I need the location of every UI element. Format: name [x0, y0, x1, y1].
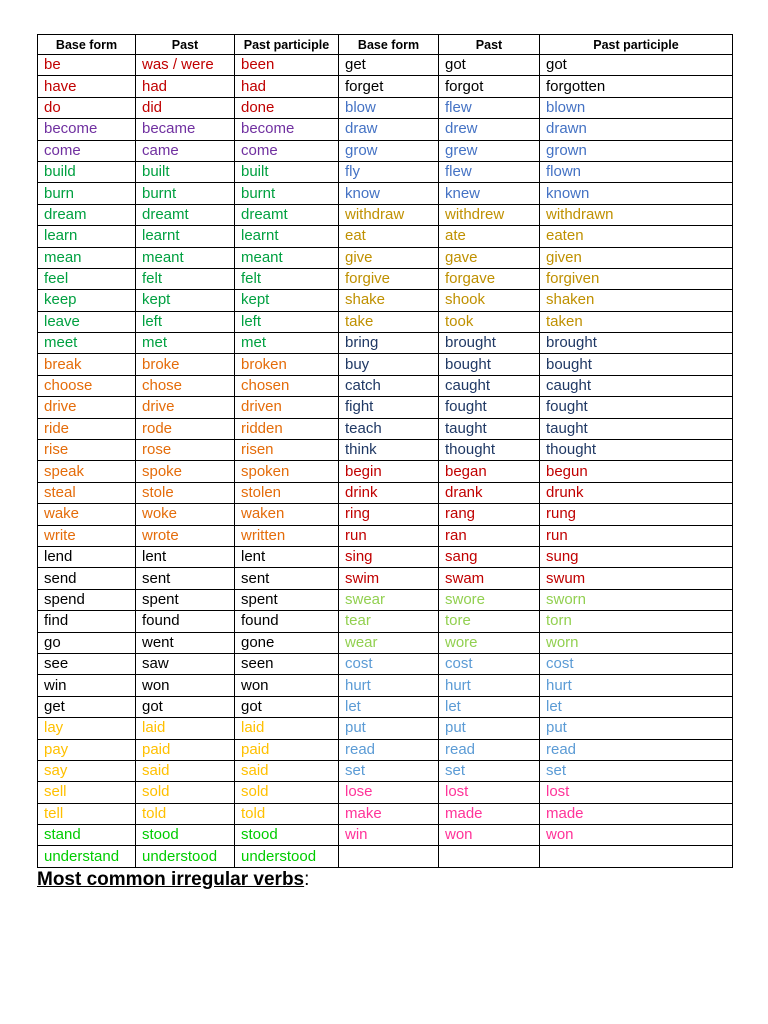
header-past-participle-left: Past participle: [235, 35, 339, 55]
verb-left-past-participle: spoken: [235, 461, 339, 482]
verb-left-base-form: do: [38, 97, 136, 118]
verb-left-past: was / were: [136, 55, 235, 76]
verb-left-base-form: lay: [38, 718, 136, 739]
verb-left-past: got: [136, 696, 235, 717]
verb-right-past: bought: [439, 354, 540, 375]
verb-left-past: rode: [136, 418, 235, 439]
verb-right-base-form: eat: [339, 226, 439, 247]
verb-right-base-form: shake: [339, 290, 439, 311]
verb-left-base-form: tell: [38, 803, 136, 824]
verb-left-past: sold: [136, 782, 235, 803]
verb-right-past: knew: [439, 183, 540, 204]
verb-left-past: dreamt: [136, 204, 235, 225]
verb-left-base-form: say: [38, 760, 136, 781]
verb-right-base-form: run: [339, 525, 439, 546]
verb-right-past: rang: [439, 504, 540, 525]
header-past-left: Past: [136, 35, 235, 55]
verb-left-past: wrote: [136, 525, 235, 546]
verb-right-past: ran: [439, 525, 540, 546]
table-row: [38, 482, 733, 503]
verb-left-past-participle: been: [235, 55, 339, 76]
verb-right-base-form: cost: [339, 653, 439, 674]
verb-right-base-form: swear: [339, 589, 439, 610]
table-row: [38, 632, 733, 653]
table-row: [38, 803, 733, 824]
verb-right-past-participle: let: [540, 696, 733, 717]
verb-right-past-participle: forgotten: [540, 76, 733, 97]
verb-left-past: stole: [136, 482, 235, 503]
verb-left-base-form: see: [38, 653, 136, 674]
verb-left-base-form: mean: [38, 247, 136, 268]
verb-right-past-participle: thought: [540, 440, 733, 461]
verb-right-base-form: give: [339, 247, 439, 268]
verb-left-past-participle: learnt: [235, 226, 339, 247]
verb-right-past-participle: run: [540, 525, 733, 546]
verb-right-past: caught: [439, 375, 540, 396]
table-row: [38, 311, 733, 332]
verb-right-past-participle: taught: [540, 418, 733, 439]
verb-left-past-participle: paid: [235, 739, 339, 760]
verb-left-base-form: pay: [38, 739, 136, 760]
verb-left-past-participle: spent: [235, 589, 339, 610]
verb-left-past-participle: written: [235, 525, 339, 546]
verb-right-base-form: tear: [339, 611, 439, 632]
verb-right-past: ate: [439, 226, 540, 247]
verb-right-past-participle: flown: [540, 161, 733, 182]
verb-left-base-form: rise: [38, 440, 136, 461]
verb-right-base-form: [339, 846, 439, 867]
verb-right-base-form: make: [339, 803, 439, 824]
verb-left-past: became: [136, 119, 235, 140]
table-row: [38, 440, 733, 461]
verb-left-past-participle: lent: [235, 546, 339, 567]
verb-right-past: [439, 846, 540, 867]
verb-right-past-participle: [540, 846, 733, 867]
verb-right-past-participle: fought: [540, 397, 733, 418]
verb-left-past-participle: broken: [235, 354, 339, 375]
verb-right-past: read: [439, 739, 540, 760]
verb-right-base-form: drink: [339, 482, 439, 503]
table-row: [38, 546, 733, 567]
verb-right-past-participle: cost: [540, 653, 733, 674]
verb-left-base-form: speak: [38, 461, 136, 482]
table-row: [38, 333, 733, 354]
table-row: [38, 846, 733, 867]
table-row: [38, 611, 733, 632]
verb-left-past-participle: done: [235, 97, 339, 118]
table-header: [38, 35, 733, 55]
verb-right-past: brought: [439, 333, 540, 354]
verb-left-base-form: come: [38, 140, 136, 161]
header-base-form-right: Base form: [339, 35, 439, 55]
verb-right-past-participle: swum: [540, 568, 733, 589]
table-row: [38, 675, 733, 696]
verb-right-past: thought: [439, 440, 540, 461]
table-row: [38, 589, 733, 610]
verb-right-past-participle: eaten: [540, 226, 733, 247]
verb-left-past-participle: dreamt: [235, 204, 339, 225]
verb-right-past-participle: forgiven: [540, 268, 733, 289]
verb-left-past: drive: [136, 397, 235, 418]
verb-left-past-participle: kept: [235, 290, 339, 311]
verb-right-past-participle: blown: [540, 97, 733, 118]
verb-left-past-participle: risen: [235, 440, 339, 461]
verb-left-past: kept: [136, 290, 235, 311]
verb-right-past-participle: sung: [540, 546, 733, 567]
verb-right-past-participle: read: [540, 739, 733, 760]
verb-left-past: lent: [136, 546, 235, 567]
verb-right-past: flew: [439, 161, 540, 182]
verb-left-past-participle: come: [235, 140, 339, 161]
verb-left-base-form: choose: [38, 375, 136, 396]
verb-right-past: got: [439, 55, 540, 76]
verb-right-base-form: win: [339, 825, 439, 846]
verb-right-past: took: [439, 311, 540, 332]
verb-left-past: found: [136, 611, 235, 632]
verb-left-base-form: get: [38, 696, 136, 717]
verb-left-base-form: spend: [38, 589, 136, 610]
verb-right-past: flew: [439, 97, 540, 118]
verb-right-past: cost: [439, 653, 540, 674]
verb-right-past-participle: bought: [540, 354, 733, 375]
table-row: [38, 55, 733, 76]
verb-left-past-participle: sold: [235, 782, 339, 803]
verb-left-past-participle: understood: [235, 846, 339, 867]
verb-right-past-participle: withdrawn: [540, 204, 733, 225]
verb-right-past: hurt: [439, 675, 540, 696]
verb-left-past: won: [136, 675, 235, 696]
verb-left-past-participle: driven: [235, 397, 339, 418]
verb-right-past: wore: [439, 632, 540, 653]
header-row: [38, 35, 733, 55]
table-row: [38, 718, 733, 739]
verb-left-past-participle: left: [235, 311, 339, 332]
verb-right-past: won: [439, 825, 540, 846]
verb-left-base-form: wake: [38, 504, 136, 525]
verb-right-past-participle: begun: [540, 461, 733, 482]
verb-right-past-participle: drawn: [540, 119, 733, 140]
verb-right-past: grew: [439, 140, 540, 161]
verb-left-past-participle: chosen: [235, 375, 339, 396]
verb-right-past: lost: [439, 782, 540, 803]
verb-right-past: swam: [439, 568, 540, 589]
verb-left-base-form: ride: [38, 418, 136, 439]
verb-right-base-form: buy: [339, 354, 439, 375]
verb-right-past-participle: caught: [540, 375, 733, 396]
verb-left-past: sent: [136, 568, 235, 589]
verb-left-past-participle: met: [235, 333, 339, 354]
verb-right-past: forgot: [439, 76, 540, 97]
table-row: [38, 354, 733, 375]
verb-left-past-participle: said: [235, 760, 339, 781]
table-row: [38, 226, 733, 247]
verb-left-base-form: write: [38, 525, 136, 546]
verb-left-past-participle: laid: [235, 718, 339, 739]
verb-right-past: tore: [439, 611, 540, 632]
verb-left-base-form: keep: [38, 290, 136, 311]
verb-left-base-form: feel: [38, 268, 136, 289]
page-title-colon: :: [304, 869, 310, 890]
verb-right-base-form: hurt: [339, 675, 439, 696]
verb-right-past-participle: shaken: [540, 290, 733, 311]
table-row: [38, 504, 733, 525]
verb-left-base-form: sell: [38, 782, 136, 803]
table-body: [38, 55, 733, 868]
verb-left-base-form: break: [38, 354, 136, 375]
verb-right-past-participle: brought: [540, 333, 733, 354]
verb-left-past: understood: [136, 846, 235, 867]
verb-left-past: paid: [136, 739, 235, 760]
verb-right-base-form: withdraw: [339, 204, 439, 225]
verb-left-past: felt: [136, 268, 235, 289]
verb-right-base-form: forgive: [339, 268, 439, 289]
verb-left-past-participle: built: [235, 161, 339, 182]
verb-left-past: spent: [136, 589, 235, 610]
verb-right-base-form: read: [339, 739, 439, 760]
verb-right-base-form: bring: [339, 333, 439, 354]
table-row: [38, 183, 733, 204]
verb-left-past: told: [136, 803, 235, 824]
verb-left-base-form: go: [38, 632, 136, 653]
verb-right-base-form: swim: [339, 568, 439, 589]
verb-left-base-form: understand: [38, 846, 136, 867]
verb-right-base-form: teach: [339, 418, 439, 439]
verb-left-base-form: drive: [38, 397, 136, 418]
verb-right-base-form: lose: [339, 782, 439, 803]
verb-left-base-form: become: [38, 119, 136, 140]
verb-left-past: rose: [136, 440, 235, 461]
verb-left-past: stood: [136, 825, 235, 846]
verb-left-base-form: build: [38, 161, 136, 182]
table-row: [38, 76, 733, 97]
verb-left-past-participle: become: [235, 119, 339, 140]
verb-left-past-participle: stolen: [235, 482, 339, 503]
verb-right-base-form: think: [339, 440, 439, 461]
verb-right-past-participle: worn: [540, 632, 733, 653]
verb-right-past-participle: torn: [540, 611, 733, 632]
verb-right-base-form: forget: [339, 76, 439, 97]
verb-left-past: meant: [136, 247, 235, 268]
verb-right-past-participle: won: [540, 825, 733, 846]
header-base-form-left: Base form: [38, 35, 136, 55]
table-row: [38, 140, 733, 161]
verb-right-past: set: [439, 760, 540, 781]
verb-right-base-form: blow: [339, 97, 439, 118]
verb-right-past-participle: lost: [540, 782, 733, 803]
verb-left-past-participle: waken: [235, 504, 339, 525]
verb-right-base-form: get: [339, 55, 439, 76]
verb-right-past-participle: set: [540, 760, 733, 781]
table-row: [38, 119, 733, 140]
verb-left-past-participle: found: [235, 611, 339, 632]
verb-left-past: went: [136, 632, 235, 653]
verb-left-past: came: [136, 140, 235, 161]
page-title: [37, 869, 309, 891]
verb-right-past-participle: drunk: [540, 482, 733, 503]
verb-left-past: did: [136, 97, 235, 118]
verb-left-past: burnt: [136, 183, 235, 204]
verb-left-past-participle: felt: [235, 268, 339, 289]
table-row: [38, 418, 733, 439]
verb-left-past: woke: [136, 504, 235, 525]
verb-left-base-form: lend: [38, 546, 136, 567]
verb-right-past: sang: [439, 546, 540, 567]
verb-left-past: saw: [136, 653, 235, 674]
verb-right-base-form: fly: [339, 161, 439, 182]
verb-left-past-participle: had: [235, 76, 339, 97]
verb-right-past: withdrew: [439, 204, 540, 225]
verb-left-base-form: learn: [38, 226, 136, 247]
verb-left-past-participle: told: [235, 803, 339, 824]
verb-left-past: built: [136, 161, 235, 182]
verb-left-base-form: have: [38, 76, 136, 97]
verb-left-past: learnt: [136, 226, 235, 247]
verb-left-past: said: [136, 760, 235, 781]
verb-right-past-participle: put: [540, 718, 733, 739]
verb-left-base-form: burn: [38, 183, 136, 204]
verb-right-past-participle: taken: [540, 311, 733, 332]
verb-left-past-participle: gone: [235, 632, 339, 653]
verb-left-past: chose: [136, 375, 235, 396]
verb-right-past: shook: [439, 290, 540, 311]
verb-left-base-form: stand: [38, 825, 136, 846]
verb-left-base-form: steal: [38, 482, 136, 503]
verb-right-past: swore: [439, 589, 540, 610]
verb-right-past: put: [439, 718, 540, 739]
verb-right-base-form: wear: [339, 632, 439, 653]
table-row: [38, 525, 733, 546]
verb-right-base-form: begin: [339, 461, 439, 482]
verb-left-past-participle: stood: [235, 825, 339, 846]
table-row: [38, 653, 733, 674]
table-row: [38, 825, 733, 846]
verb-left-past-participle: meant: [235, 247, 339, 268]
table-row: [38, 290, 733, 311]
table-row: [38, 97, 733, 118]
table-row: [38, 204, 733, 225]
verb-right-past-participle: hurt: [540, 675, 733, 696]
verb-left-base-form: leave: [38, 311, 136, 332]
verb-right-past: taught: [439, 418, 540, 439]
verb-right-base-form: take: [339, 311, 439, 332]
verb-right-past-participle: got: [540, 55, 733, 76]
verb-left-past: met: [136, 333, 235, 354]
verb-right-past: let: [439, 696, 540, 717]
verb-right-past-participle: known: [540, 183, 733, 204]
verb-left-past-participle: got: [235, 696, 339, 717]
verb-right-past: gave: [439, 247, 540, 268]
verb-left-past: left: [136, 311, 235, 332]
table-row: [38, 739, 733, 760]
verb-left-past-participle: sent: [235, 568, 339, 589]
verb-left-base-form: dream: [38, 204, 136, 225]
verb-right-base-form: set: [339, 760, 439, 781]
verb-left-base-form: find: [38, 611, 136, 632]
irregular-verbs-table: [37, 34, 733, 868]
verb-right-past-participle: rung: [540, 504, 733, 525]
verb-right-past-participle: grown: [540, 140, 733, 161]
verb-right-base-form: sing: [339, 546, 439, 567]
verb-right-past: made: [439, 803, 540, 824]
verb-left-base-form: meet: [38, 333, 136, 354]
page-title-text: Most common irregular verbs: [37, 869, 305, 890]
verb-right-base-form: know: [339, 183, 439, 204]
verb-left-base-form: win: [38, 675, 136, 696]
table-row: [38, 782, 733, 803]
verb-left-past-participle: won: [235, 675, 339, 696]
table-row: [38, 397, 733, 418]
verb-right-base-form: fight: [339, 397, 439, 418]
table-row: [38, 461, 733, 482]
verb-right-base-form: let: [339, 696, 439, 717]
verb-right-past: forgave: [439, 268, 540, 289]
verb-right-past-participle: given: [540, 247, 733, 268]
verb-right-base-form: ring: [339, 504, 439, 525]
verb-right-past: drew: [439, 119, 540, 140]
table-row: [38, 161, 733, 182]
table-row: [38, 375, 733, 396]
verb-left-past: spoke: [136, 461, 235, 482]
verb-left-past-participle: seen: [235, 653, 339, 674]
verb-left-past-participle: burnt: [235, 183, 339, 204]
verb-right-base-form: put: [339, 718, 439, 739]
verb-left-past-participle: ridden: [235, 418, 339, 439]
header-past-participle-right: Past participle: [540, 35, 733, 55]
verb-right-base-form: catch: [339, 375, 439, 396]
verb-right-past: fought: [439, 397, 540, 418]
verb-left-base-form: send: [38, 568, 136, 589]
verb-right-past: drank: [439, 482, 540, 503]
verb-right-base-form: draw: [339, 119, 439, 140]
verb-left-base-form: be: [38, 55, 136, 76]
table-row: [38, 268, 733, 289]
table-row: [38, 247, 733, 268]
verb-left-past: laid: [136, 718, 235, 739]
table-row: [38, 696, 733, 717]
verb-right-past-participle: sworn: [540, 589, 733, 610]
verb-left-past: broke: [136, 354, 235, 375]
verb-right-past: began: [439, 461, 540, 482]
table-row: [38, 568, 733, 589]
table-row: [38, 760, 733, 781]
verb-left-past: had: [136, 76, 235, 97]
header-past-right: Past: [439, 35, 540, 55]
verb-right-past-participle: made: [540, 803, 733, 824]
verb-right-base-form: grow: [339, 140, 439, 161]
